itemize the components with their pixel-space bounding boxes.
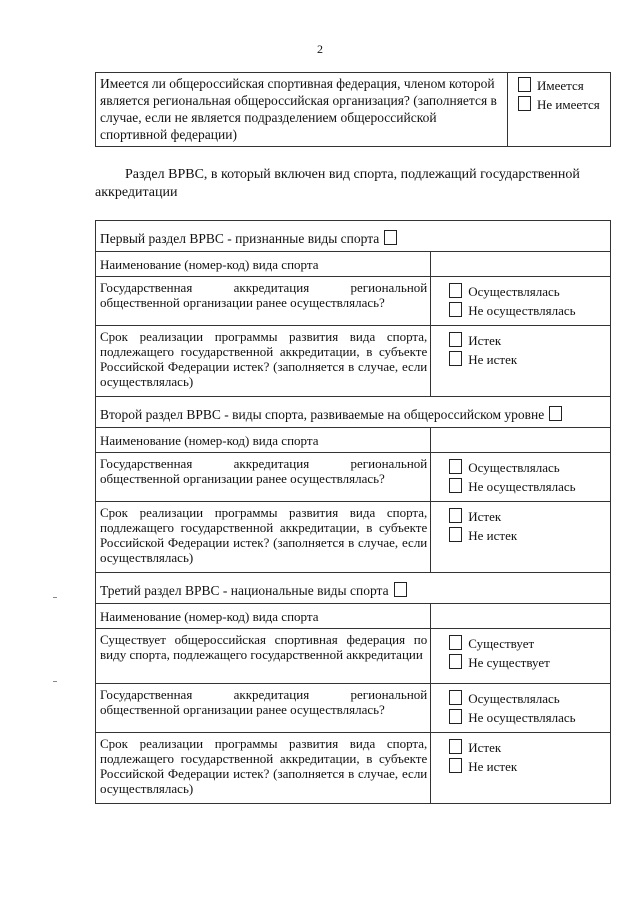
section3-term-question: Срок реализации программы развития вида спорта, подлежащего государственной аккредитации, в субъекте Российской Федерации истек? (заполняется в случае, если осуществлялась) <box>96 733 431 804</box>
option-not-exists[interactable]: Не существует <box>449 654 606 670</box>
checkbox-icon[interactable] <box>549 406 562 421</box>
option-not-expired[interactable]: Не истек <box>449 527 606 543</box>
margin-mark <box>53 597 57 598</box>
option-exists[interactable]: Существует <box>449 635 606 651</box>
option-not-expired[interactable]: Не истек <box>449 351 606 367</box>
section2-accreditation-question: Государственная аккредитация региональной общественной организации ранее осуществлялась? <box>96 453 431 502</box>
checkbox-icon[interactable] <box>394 582 407 597</box>
option-not-conducted[interactable]: Не осуществлялась <box>449 709 606 725</box>
checkbox-icon[interactable] <box>518 77 531 92</box>
checkbox-icon[interactable] <box>449 459 462 474</box>
section1-term-question: Срок реализации программы развития вида спорта, подлежащего государственной аккредитации, в субъекте Российской Федерации истек? (заполняется в случае, если осуществлялась) <box>96 326 431 397</box>
checkbox-icon[interactable] <box>449 283 462 298</box>
section2-name-label: Наименование (номер-код) вида спорта <box>96 428 431 453</box>
option-conducted[interactable]: Осуществлялась <box>449 283 606 299</box>
section3-header: Третий раздел ВРВС - национальные виды спорта <box>96 573 611 604</box>
section1-accreditation-question: Государственная аккредитация региональной общественной организации ранее осуществлялась? <box>96 277 431 326</box>
option-conducted[interactable]: Осуществлялась <box>449 690 606 706</box>
section3-federation-options <box>431 629 611 684</box>
federation-table <box>95 72 611 147</box>
checkbox-icon[interactable] <box>449 758 462 773</box>
federation-question: Имеется ли общероссийская спортивная федерация, членом которой является региональная общероссийская организация? (заполняется в случае, если не является подразделением общероссийской спортивной федерации) <box>96 73 508 147</box>
checkbox-icon[interactable] <box>449 709 462 724</box>
section2-accreditation-options <box>431 453 611 502</box>
section3-name-input[interactable] <box>431 604 611 629</box>
section2-name-input[interactable] <box>431 428 611 453</box>
section3-name-label: Наименование (номер-код) вида спорта <box>96 604 431 629</box>
checkbox-icon[interactable] <box>449 690 462 705</box>
sections-table <box>95 220 611 804</box>
checkbox-icon[interactable] <box>449 508 462 523</box>
checkbox-icon[interactable] <box>449 527 462 542</box>
section1-term-options <box>431 326 611 397</box>
option-not-exists[interactable]: Не имеется <box>518 96 604 112</box>
section1-name-label: Наименование (номер-код) вида спорта <box>96 252 431 277</box>
checkbox-icon[interactable] <box>384 230 397 245</box>
section1-accreditation-options <box>431 277 611 326</box>
option-expired[interactable]: Истек <box>449 739 606 755</box>
section3-accreditation-question: Государственная аккредитация региональной общественной организации ранее осуществлялась? <box>96 684 431 733</box>
federation-options <box>508 73 611 147</box>
checkbox-icon[interactable] <box>449 654 462 669</box>
section3-federation-question: Существует общероссийская спортивная федерация по виду спорта, подлежащего государственной аккредитации <box>96 629 431 684</box>
section2-header: Второй раздел ВРВС - виды спорта, развиваемые на общероссийском уровне <box>96 397 611 428</box>
option-conducted[interactable]: Осуществлялась <box>449 459 606 475</box>
margin-mark <box>53 681 57 682</box>
checkbox-icon[interactable] <box>449 332 462 347</box>
option-not-conducted[interactable]: Не осуществлялась <box>449 478 606 494</box>
section1-header: Первый раздел ВРВС - признанные виды спорта <box>96 221 611 252</box>
section2-term-options <box>431 502 611 573</box>
option-not-conducted[interactable]: Не осуществлялась <box>449 302 606 318</box>
checkbox-icon[interactable] <box>449 302 462 317</box>
section3-term-options <box>431 733 611 804</box>
option-not-expired[interactable]: Не истек <box>449 758 606 774</box>
option-expired[interactable]: Истек <box>449 332 606 348</box>
checkbox-icon[interactable] <box>449 635 462 650</box>
option-exists[interactable]: Имеется <box>518 77 604 93</box>
section-intro: Раздел ВРВС, в который включен вид спорта, подлежащий государственной аккредитации <box>95 167 580 200</box>
option-expired[interactable]: Истек <box>449 508 606 524</box>
checkbox-icon[interactable] <box>449 351 462 366</box>
section3-accreditation-options <box>431 684 611 733</box>
page-number: 2 <box>317 42 323 56</box>
section2-term-question: Срок реализации программы развития вида спорта, подлежащего государственной аккредитации, в субъекте Российской Федерации истек? (заполняется в случае, если осуществлялась) <box>96 502 431 573</box>
checkbox-icon[interactable] <box>518 96 531 111</box>
checkbox-icon[interactable] <box>449 739 462 754</box>
section1-name-input[interactable] <box>431 252 611 277</box>
checkbox-icon[interactable] <box>449 478 462 493</box>
